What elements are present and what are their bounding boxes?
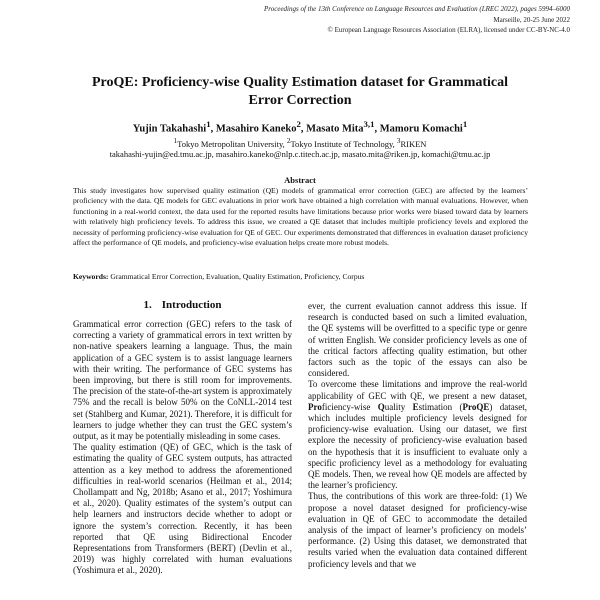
p4-text-d: stimation (: [418, 401, 463, 412]
author-names: Yujin Takahashi$^1$, Masahiro Kaneko$^2$, Masato Mita$^{3,1}$, Mamoru Komachi$^1$: [132, 119, 468, 135]
paper-title: [40, 74, 560, 110]
author-3-sup: 3,1: [363, 119, 375, 129]
author-4: Mamoru Komachi: [379, 123, 463, 135]
section-heading-introduction: [73, 298, 292, 312]
intro-paragraph-3: ever, the current evaluation cannot address this issue. If research is conducted based on such a limited evaluation, the QE systems will be overfitted to a specific type or genre of written English. We consider proficiency levels as one of the critical factors affecting quality estimation, but other factors such as the topic of the essays can also be considered.: [308, 301, 527, 379]
section-number: 1.: [143, 299, 152, 311]
author-1: Yujin Takahashi: [132, 123, 207, 135]
p4-text-a: To overcome these limitations and improve the real-world applicability of GEC with QE, we present a new dataset,: [308, 379, 527, 401]
author-1-sup: 1: [206, 119, 211, 129]
intro-paragraph-1: Grammatical error correction (GEC) refers to the task of correcting a variety of grammatical errors in text written by non-native speakers learning a language. Thus, the main application of a GEC system is to assist language learners with their writing. The performance of GEC systems has been improving, but there is still room for improvements. The precision of the state-of-the-art system is approximately 75% and the recall is below 50% on the CoNLL-2014 test set (Stahlberg and Kumar, 2021). Therefore, it is difficult for learners to judge whether they can trust the GEC system’s output, as it may be potentially misleading in some cases.: [73, 319, 292, 442]
p4-bold-e: E: [412, 401, 419, 412]
affiliation-2: Tokyo Institute of Technology,: [290, 138, 397, 149]
intro-paragraph-2: The quality estimation (QE) of GEC, which is the task of estimating the quality of GEC system outputs, has attracted attention as a key method to address the aforementioned difficulties in real-world scenarios (Heilman et al., 2014; Chollampatt and Ng, 2018b; Asano et al., 2017; Yoshimura et al., 2020). Quality estimates of the system’s output can help learners and instructors decide whether to adopt or ignore the system’s correction. Recently, it has been reported that QE using Bidirectional Encoder Representations from Transformers (BERT) (Devlin et al., 2019) was highly correlated with human evaluations (Yoshimura et al., 2020).: [73, 442, 292, 576]
p4-bold-pro: Pro: [308, 401, 322, 412]
p4-text-c: uality: [384, 401, 413, 412]
section-title: Introduction: [161, 299, 222, 311]
abstract-heading: Abstract: [284, 175, 316, 185]
affiliation-3: RIKEN: [400, 138, 427, 149]
proceedings-header: [264, 4, 570, 36]
right-column: [308, 301, 527, 570]
author-4-sup: 1: [462, 119, 468, 129]
author-3: Masato Mita: [306, 123, 364, 135]
author-emails: takahashi-yujin@ed.tmu.ac.jp, masahiro.kaneko@nlp.c.titech.ac.jp, masato.mita@riken.jp, komachi@tmu.ac.jp: [109, 149, 491, 160]
affiliations: [20, 136, 580, 150]
author-2: Masahiro Kaneko: [215, 123, 297, 135]
p4-text-e: ) dataset, which includes multiple proficiency levels designed for proficiency-wise evaluation. Using our dataset, we first explore the necessity of proficiency-wise evaluation based on the hypothesis that it is insufficient to evaluate only a specific proficiency level as a methodology for evaluating QE models. Then, we reveal how QE models are affected by the learner’s proficiency.: [308, 401, 527, 491]
intro-paragraph-4: [308, 379, 527, 491]
keywords-label: Keywords:: [73, 272, 109, 281]
title-line-2: Error Correction: [248, 93, 352, 108]
p4-bold-q: Q: [377, 401, 385, 412]
intro-paragraph-5: Thus, the contributions of this work are three-fold: (1) We propose a novel dataset designed for proficiency-wise evaluation in QE of GEC to accommodate the detailed analysis of the impact of learner’s proficiency on models’ performance. (2) Using this dataset, we demonstrated that results varied when the evaluation data contained different proficiency levels and that we: [308, 491, 527, 569]
p4-text-b: ficiency-wise: [321, 401, 378, 412]
affiliation-1-sup: 1: [173, 136, 178, 145]
affiliation-1: Tokyo Metropolitan University,: [177, 138, 287, 149]
license-line: © European Language Resources Association (ELRA), licensed under CC-BY-NC-4.0: [327, 26, 570, 34]
keywords: [73, 272, 528, 282]
affiliation-3-sup: 3: [396, 136, 401, 145]
p4-bold-proqe: ProQE: [462, 401, 490, 412]
affiliation-2-sup: 2: [286, 136, 291, 145]
title-line-1: ProQE: Proficiency-wise Quality Estimation dataset for Grammatical: [91, 75, 509, 90]
proceedings-line: Proceedings of the 13th Conference on Language Resources and Evaluation (LREC 2022), pages 5994–6000: [263, 5, 570, 13]
author-block: [20, 118, 580, 160]
abstract-text: This study investigates how supervised quality estimation (QE) models of grammatical error correction (GEC) are affected by the learners’ proficiency with the data. QE models for GEC evaluations in prior work have obtained a high correlation with manual evaluations. However, when functioning in a real-world context, the data used for the reported results have limitations because prior works were biased toward data by learners with relatively high proficiency levels. To address this issue, we created a QE dataset that includes multiple proficiency levels and explored the necessity of performing proficiency-wise evaluation for QE of GEC. Our experiments demonstrated that differences in evaluation dataset proficiency affect the performance of QE models, and proficiency-wise evaluation helps create more robust models.: [73, 186, 528, 248]
venue-line: Marseille, 20-25 June 2022: [493, 15, 570, 24]
keywords-text: Grammatical Error Correction, Evaluation, Quality Estimation, Proficiency, Corpus: [108, 272, 365, 281]
left-column: [73, 292, 292, 577]
author-2-sup: 2: [296, 119, 301, 129]
